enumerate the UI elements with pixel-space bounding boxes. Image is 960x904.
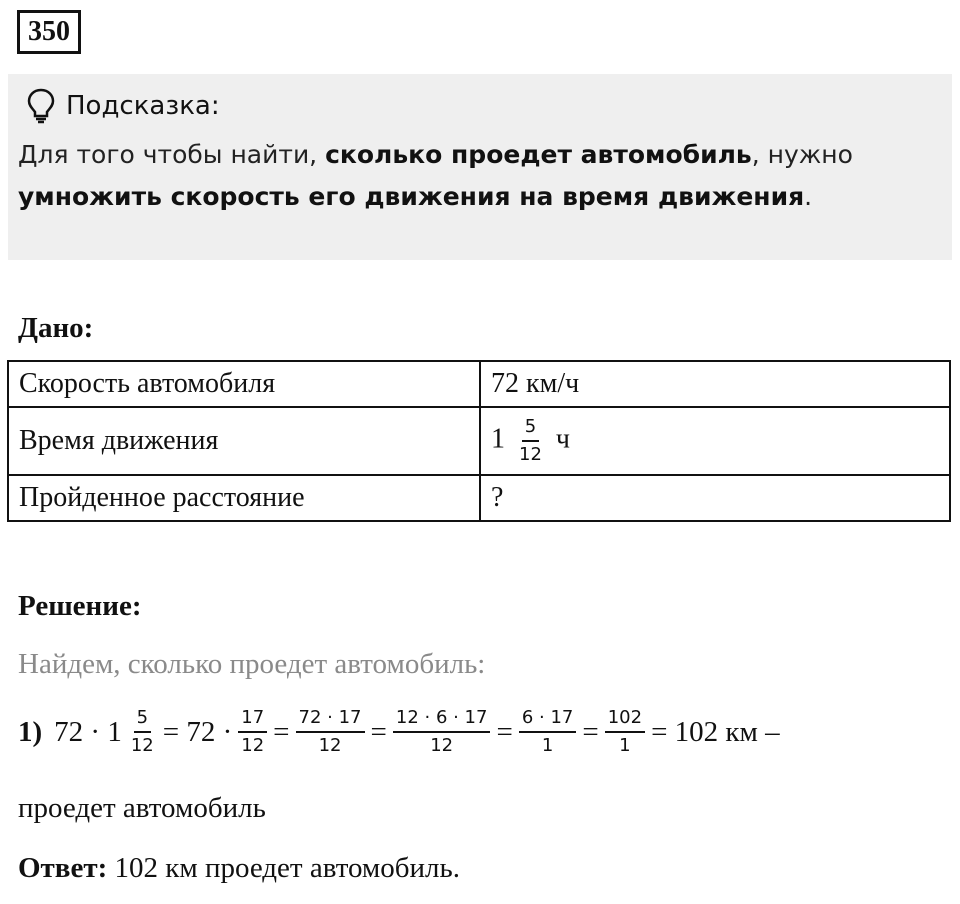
given-title: Дано: bbox=[18, 312, 94, 344]
fraction: $\frac{6 \cdot 17}{1}$ bbox=[519, 707, 577, 757]
equation-line: 1) 72 · 1 $\frac{5}{12}$ = 72 · $\frac{17}{12}$ = $\frac{72 \cdot 17}{12}$ = $\frac{12 \cdot 6 \cdot 17}{12}$ = $\frac{6 \cdot 17}{1}$ = $\frac{102}{1}$ = 102 км – bbox=[18, 707, 780, 756]
lightbulb-icon bbox=[26, 88, 56, 124]
given-value: 72 км/ч bbox=[480, 361, 950, 407]
fraction: $\frac{12 \cdot 6 \cdot 17}{12}$ bbox=[393, 707, 491, 757]
given-table bbox=[7, 360, 951, 522]
answer-line bbox=[18, 852, 460, 885]
hint-title-text: Подсказка: bbox=[66, 91, 220, 121]
solution-continuation: проедет автомобиль bbox=[18, 792, 266, 824]
hint-title bbox=[26, 88, 220, 124]
answer-text: 102 км проедет автомобиль. bbox=[107, 852, 461, 884]
table-row bbox=[8, 475, 950, 521]
hint-box bbox=[8, 74, 952, 260]
step-label: 1) bbox=[18, 715, 43, 748]
solution-title: Решение: bbox=[18, 590, 142, 622]
fraction: $\frac{72 \cdot 17}{12}$ bbox=[296, 707, 365, 757]
given-value: ? bbox=[480, 475, 950, 521]
table-row bbox=[8, 361, 950, 407]
solution-intro: Найдем, сколько проедет автомобиль: bbox=[18, 648, 486, 680]
given-label: Пройденное расстояние bbox=[8, 475, 480, 521]
table-row bbox=[8, 407, 950, 475]
answer-label: Ответ: bbox=[18, 852, 108, 884]
hint-text: Для того чтобы найти, сколько проедет автомобиль, нужно умножить скорость его движения на время движения. bbox=[18, 140, 853, 211]
given-label: Скорость автомобиля bbox=[8, 361, 480, 407]
fraction: $\frac{102}{1}$ bbox=[605, 707, 645, 757]
task-number: 350 bbox=[17, 10, 81, 54]
fraction: $\frac{5}{12}$ bbox=[130, 707, 154, 756]
given-value: 1 $\frac{5}{12}$ ч bbox=[480, 407, 950, 475]
fraction: $\frac{17}{12}$ bbox=[238, 707, 267, 757]
given-label: Время движения bbox=[8, 407, 480, 475]
fraction: $\frac{5}{12}$ bbox=[519, 416, 542, 465]
